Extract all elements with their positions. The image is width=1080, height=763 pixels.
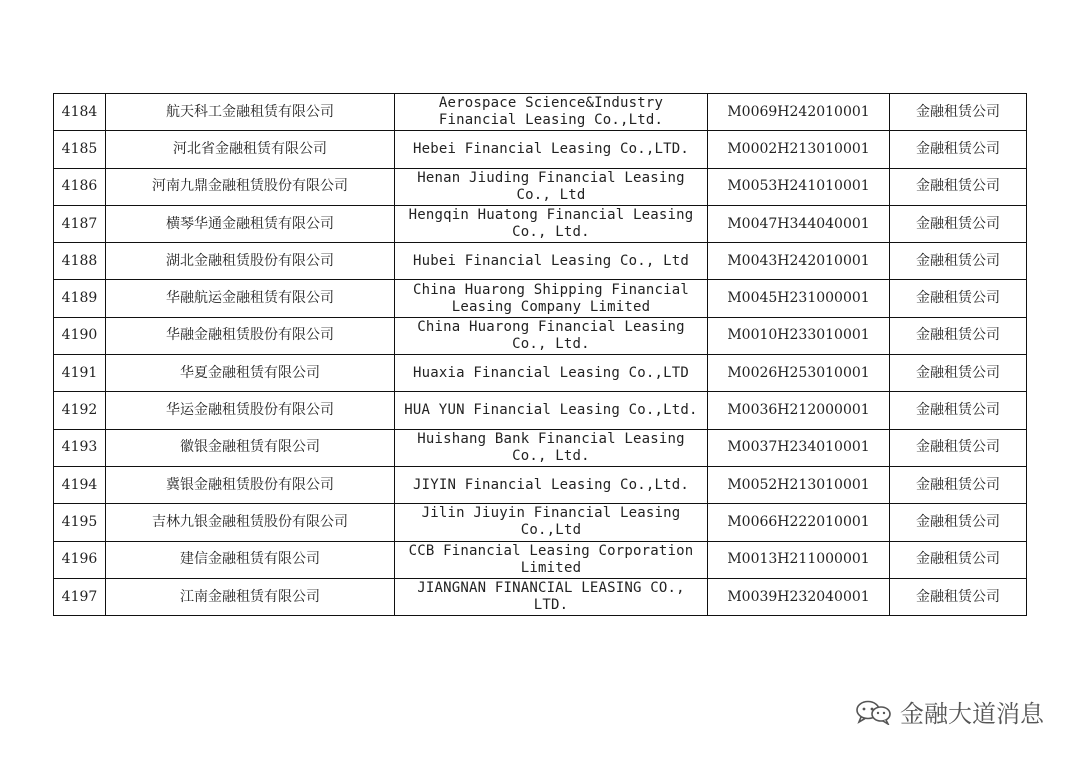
company-name-cn: 航天科工金融租赁有限公司 xyxy=(106,94,395,131)
company-name-cn: 华运金融租赁股份有限公司 xyxy=(106,392,395,429)
institution-type: 金融租赁公司 xyxy=(890,355,1027,392)
institution-type: 金融租赁公司 xyxy=(890,280,1027,317)
wechat-icon xyxy=(854,699,894,725)
row-number: 4197 xyxy=(54,578,106,615)
institution-type: 金融租赁公司 xyxy=(890,541,1027,578)
institution-code: M0010H233010001 xyxy=(708,317,890,354)
company-name-en: Hubei Financial Leasing Co., Ltd xyxy=(395,243,708,280)
institution-type: 金融租赁公司 xyxy=(890,205,1027,242)
company-name-cn: 华融金融租赁股份有限公司 xyxy=(106,317,395,354)
table-row xyxy=(54,504,1027,541)
company-name-en: Jilin Jiuyin Financial Leasing Co.,Ltd xyxy=(395,504,708,541)
table-row xyxy=(54,205,1027,242)
company-name-en: Huaxia Financial Leasing Co.,LTD xyxy=(395,355,708,392)
institution-code: M0053H241010001 xyxy=(708,168,890,205)
table-row xyxy=(54,429,1027,466)
row-number: 4192 xyxy=(54,392,106,429)
company-name-cn: 横琴华通金融租赁有限公司 xyxy=(106,205,395,242)
row-number: 4195 xyxy=(54,504,106,541)
company-name-cn: 湖北金融租赁股份有限公司 xyxy=(106,243,395,280)
institution-code: M0069H242010001 xyxy=(708,94,890,131)
table-row xyxy=(54,578,1027,615)
institution-code: M0039H232040001 xyxy=(708,578,890,615)
row-number: 4194 xyxy=(54,466,106,503)
institution-type: 金融租赁公司 xyxy=(890,131,1027,168)
company-name-cn: 徽银金融租赁有限公司 xyxy=(106,429,395,466)
institution-code: M0037H234010001 xyxy=(708,429,890,466)
company-name-cn: 建信金融租赁有限公司 xyxy=(106,541,395,578)
table-row xyxy=(54,466,1027,503)
institution-code: M0002H213010001 xyxy=(708,131,890,168)
table-row xyxy=(54,280,1027,317)
institution-code: M0043H242010001 xyxy=(708,243,890,280)
institution-code: M0066H222010001 xyxy=(708,504,890,541)
institution-type: 金融租赁公司 xyxy=(890,94,1027,131)
watermark-text: 金融大道消息 xyxy=(900,700,1044,728)
institution-code: M0036H212000001 xyxy=(708,392,890,429)
company-name-en: Aerospace Science&Industry Financial Leasing Co.,Ltd. xyxy=(395,94,708,131)
institution-type: 金融租赁公司 xyxy=(890,392,1027,429)
company-name-cn: 华夏金融租赁有限公司 xyxy=(106,355,395,392)
table-body xyxy=(54,94,1027,616)
table-row xyxy=(54,94,1027,131)
row-number: 4190 xyxy=(54,317,106,354)
row-number: 4191 xyxy=(54,355,106,392)
table-row xyxy=(54,392,1027,429)
company-name-en: China Huarong Shipping Financial Leasing Company Limited xyxy=(395,280,708,317)
table-row xyxy=(54,131,1027,168)
institution-type: 金融租赁公司 xyxy=(890,504,1027,541)
company-name-en: JIANGNAN FINANCIAL LEASING CO., LTD. xyxy=(395,578,708,615)
institution-type: 金融租赁公司 xyxy=(890,466,1027,503)
institution-type: 金融租赁公司 xyxy=(890,429,1027,466)
company-name-en: CCB Financial Leasing Corporation Limited xyxy=(395,541,708,578)
row-number: 4186 xyxy=(54,168,106,205)
institution-type: 金融租赁公司 xyxy=(890,317,1027,354)
institution-type: 金融租赁公司 xyxy=(890,578,1027,615)
table-row xyxy=(54,168,1027,205)
institution-code: M0047H344040001 xyxy=(708,205,890,242)
institution-table xyxy=(53,93,1027,616)
company-name-en: Hengqin Huatong Financial Leasing Co., Ltd. xyxy=(395,205,708,242)
company-name-cn: 江南金融租赁有限公司 xyxy=(106,578,395,615)
institution-code: M0013H211000001 xyxy=(708,541,890,578)
company-name-en: Hebei Financial Leasing Co.,LTD. xyxy=(395,131,708,168)
institution-code: M0052H213010001 xyxy=(708,466,890,503)
watermark xyxy=(854,694,1044,729)
institution-type: 金融租赁公司 xyxy=(890,243,1027,280)
institution-type: 金融租赁公司 xyxy=(890,168,1027,205)
company-name-cn: 华融航运金融租赁有限公司 xyxy=(106,280,395,317)
institution-code: M0026H253010001 xyxy=(708,355,890,392)
row-number: 4189 xyxy=(54,280,106,317)
row-number: 4184 xyxy=(54,94,106,131)
company-name-cn: 河南九鼎金融租赁股份有限公司 xyxy=(106,168,395,205)
row-number: 4185 xyxy=(54,131,106,168)
row-number: 4188 xyxy=(54,243,106,280)
company-name-en: Huishang Bank Financial Leasing Co., Ltd. xyxy=(395,429,708,466)
institution-code: M0045H231000001 xyxy=(708,280,890,317)
table-row xyxy=(54,243,1027,280)
row-number: 4196 xyxy=(54,541,106,578)
row-number: 4187 xyxy=(54,205,106,242)
company-name-cn: 河北省金融租赁有限公司 xyxy=(106,131,395,168)
table-row xyxy=(54,355,1027,392)
row-number: 4193 xyxy=(54,429,106,466)
company-name-en: HUA YUN Financial Leasing Co.,Ltd. xyxy=(395,392,708,429)
company-name-cn: 吉林九银金融租赁股份有限公司 xyxy=(106,504,395,541)
table-row xyxy=(54,317,1027,354)
table-row xyxy=(54,541,1027,578)
company-name-cn: 冀银金融租赁股份有限公司 xyxy=(106,466,395,503)
company-name-en: JIYIN Financial Leasing Co.,Ltd. xyxy=(395,466,708,503)
company-name-en: China Huarong Financial Leasing Co., Ltd. xyxy=(395,317,708,354)
company-name-en: Henan Jiuding Financial Leasing Co., Ltd xyxy=(395,168,708,205)
